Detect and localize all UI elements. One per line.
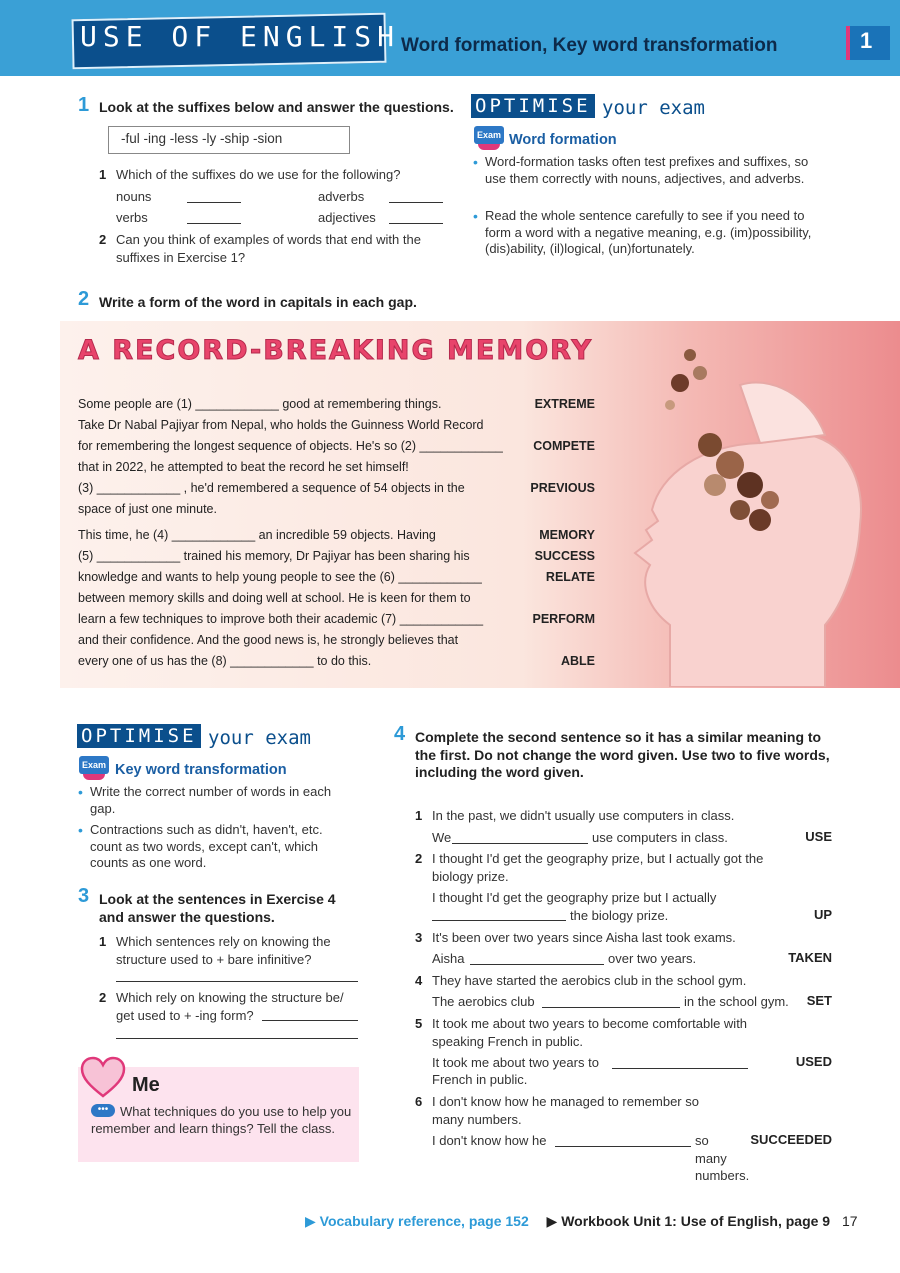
ex4-item-second-start: Aisha [432,951,465,966]
capital-word: MEMORY [539,528,595,542]
unit-number: 1 [860,28,873,53]
heart-icon [80,1056,126,1098]
ex4-item-second-start: It took me about two years to [432,1055,599,1070]
ex4-item-second-end: use computers in class. [592,830,728,845]
optimise-bullet-2: Contractions such as didn't, haven't, etc. count as two words, except can't, which counts as one word. [90,822,323,870]
bullet-icon: • [473,154,478,170]
article-line: space of just one minute. [78,502,217,516]
ex1-adjectives-blank[interactable] [389,223,443,224]
ex3-q2-answer-line-1[interactable] [262,1020,358,1021]
ex4-item-number: 6 [415,1094,423,1109]
vocabulary-reference-link[interactable]: Vocabulary reference, page 152 [319,1213,529,1229]
capital-word: SUCCESS [534,549,595,563]
optimise-your-exam: your exam [208,727,311,749]
section-subtitle: Word formation, Key word transformation [401,35,778,56]
capital-word: RELATE [545,570,595,584]
article-line: Take Dr Nabal Pajiyar from Nepal, who holds the Guinness World Record [78,418,484,432]
me-text: What techniques do you use to help you remember and learn things? Tell the class. [91,1104,352,1136]
article-line: that in 2022, he attempted to beat the record he set himself! [78,460,409,474]
ex1-q2-number: 2 [99,232,107,247]
footer-links [305,1213,830,1230]
exam-icon: Exam [474,126,504,144]
ex1-adverbs-label: adverbs [318,189,365,204]
capital-word: COMPETE [533,439,595,453]
article-line: (5) ____________ trained his memory, Dr Pajiyar has been sharing his [78,549,470,563]
ex3-q2-answer-line-2[interactable] [116,1038,358,1039]
ex4-item-second-end: in the school gym. [684,994,789,1009]
ex1-verbs-blank[interactable] [187,223,241,224]
article-line: This time, he (4) ____________ an incredible 59 objects. Having [78,528,436,542]
capital-word: PERFORM [532,612,595,626]
ex1-q1-text: Which of the suffixes do we use for the following? [116,167,401,182]
bullet-icon: • [78,822,83,838]
ex4-item-first: In the past, we didn't usually use computers in class. [432,808,735,823]
ex4-item-second-start: I don't know how he [432,1133,547,1148]
ex4-key-word: USED [795,1054,832,1069]
ex4-item-first: I thought I'd get the geography prize, but I actually got the biology prize. [432,851,764,884]
ex4-item-gap[interactable] [470,964,604,965]
article-line: Some people are (1) ____________ good at remembering things. [78,397,442,411]
ex4-item-second-start: I thought I'd get the geography prize but I actually [432,890,717,905]
ex4-key-word: TAKEN [788,950,832,965]
optimise-label: OPTIMISE [77,724,201,748]
optimise-subtitle: Word formation [509,132,617,148]
ex1-nouns-label: nouns [116,189,152,204]
ex4-item-second-start: We [432,830,452,845]
suffix-box: -ful -ing -less -ly -ship -sion [108,126,350,154]
bullet-icon: • [473,208,478,224]
ex4-item-first: I don't know how he managed to remember so many numbers. [432,1094,699,1127]
ex4-item-gap[interactable] [542,1007,680,1008]
exercise-4-number: 4 [394,723,406,745]
capital-word: PREVIOUS [530,481,595,495]
ex4-item-second-end: so many numbers. [695,1133,750,1183]
ex1-q2-text: Can you think of examples of words that end with the suffixes in Exercise 1? [116,232,421,265]
head-illustration [610,325,900,687]
ex1-verbs-label: verbs [116,210,148,225]
ex4-key-word: SET [806,993,832,1008]
article-line: and their confidence. And the good news is, he strongly believes that [78,633,459,647]
ex3-q1-number: 1 [99,934,107,949]
ex4-item-second-end: the biology prize. [570,908,669,923]
play-icon: ▶ [546,1213,558,1229]
ex4-item-number: 3 [415,930,423,945]
ex4-item-first: It's been over two years since Aisha last took exams. [432,930,736,945]
ex4-key-word: USE [805,829,832,844]
ex4-item-number: 5 [415,1016,423,1031]
exercise-4-instruction: Complete the second sentence so it has a similar meaning to the first. Do not change the word given. Use two to five words, including the word given. [415,729,830,780]
section-title: USE OF ENGLISH [80,20,401,53]
article-line: learn a few techniques to improve both their academic (7) ____________ [78,612,484,626]
optimise-bullet-1: Word-formation tasks often test prefixes and suffixes, so use them correctly with nouns, adjectives, and adverbs. [485,154,809,186]
capital-word: EXTREME [534,397,595,411]
article-line: for remembering the longest sequence of objects. He's so (2) ____________ [78,439,503,453]
ex3-q1-answer-line[interactable] [116,981,358,982]
ex4-item-second-start: The aerobics club [432,994,535,1009]
article-line: knowledge and wants to help young people to see the (6) ____________ [78,570,482,584]
article-line: between memory skills and doing well at school. He is keen for them to [78,591,471,605]
ex4-item-gap[interactable] [555,1146,691,1147]
ex1-nouns-blank[interactable] [187,202,241,203]
page-number: 17 [842,1213,858,1229]
ex4-item-number: 1 [415,808,423,823]
optimise-label: OPTIMISE [471,94,595,118]
exercise-3-number: 3 [78,885,90,907]
article-line: (3) ____________ , he'd remembered a sequence of 54 objects in the [78,481,465,495]
ex1-adjectives-label: adjectives [318,210,376,225]
optimise-bullet-2: Read the whole sentence carefully to see if you need to form a word with a negative meaning, e.g. (im)possibility, (dis)ability, (il)logical, (un)fortunately. [485,208,812,256]
exercise-1-instruction: Look at the suffixes below and answer the questions. [99,99,454,115]
exercise-2-instruction: Write a form of the word in capitals in each gap. [99,294,417,310]
speech-bubble-icon: ••• [91,1104,115,1117]
bullet-icon: • [78,784,83,800]
optimise-subtitle: Key word transformation [115,762,287,778]
ex3-q2-number: 2 [99,990,107,1005]
exercise-2-number: 2 [78,288,90,310]
ex4-item-number: 2 [415,851,423,866]
ex4-key-word: UP [813,907,832,922]
ex3-q1-text: Which sentences rely on knowing the structure used to + bare infinitive? [116,934,331,967]
optimise-bullet-1: Write the correct number of words in each gap. [90,784,332,816]
ex1-q1-number: 1 [99,167,107,182]
optimise-your-exam: your exam [602,97,705,119]
exercise-1-number: 1 [78,94,90,116]
ex1-adverbs-blank[interactable] [389,202,443,203]
exam-icon-ribbon [83,774,105,780]
ex4-item-gap[interactable] [452,843,588,844]
ex4-key-word: SUCCEEDED [750,1132,832,1147]
ex3-q2-text: Which rely on knowing the structure be/ get used to + -ing form? [116,990,344,1023]
play-icon: ▶ [305,1213,316,1229]
article-line: every one of us has the (8) ____________ to do this. [78,654,372,668]
exam-icon: Exam [79,756,109,774]
ex4-item-first: It took me about two years to become comfortable with speaking French in public. [432,1016,748,1049]
ex4-item-number: 4 [415,973,423,988]
exam-icon-ribbon [478,144,500,150]
ex4-item-second-end: French in public. [432,1072,528,1087]
ex4-item-gap[interactable] [432,920,566,921]
ex4-item-second-end: over two years. [608,951,697,966]
exercise-3-instruction: Look at the sentences in Exercise 4 and answer the questions. [99,891,336,925]
ex4-item-first: They have started the aerobics club in the school gym. [432,973,747,988]
me-title: Me [132,1074,160,1096]
workbook-reference-link[interactable]: Workbook Unit 1: Use of English, page 9 [561,1213,831,1229]
ex4-item-gap[interactable] [612,1068,748,1069]
capital-word: ABLE [560,654,595,668]
article-title: A RECORD-BREAKING MEMORY [78,335,594,366]
